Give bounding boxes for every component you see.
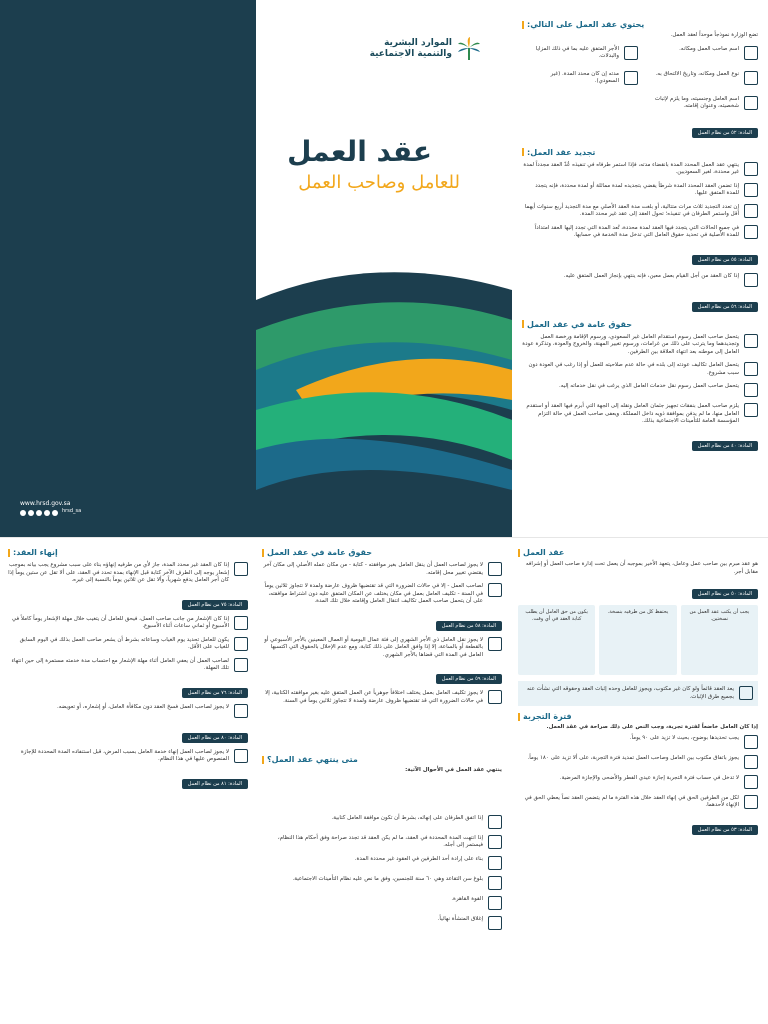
renew-item: في جميع الحالات التي يتجدد فيها العقد لمدة محددة، تُعد المدة التي تجدد إليها العقد امتداداً للمدة الأصلية في تحديد حقوق العامل التي تدخل مدة الخدمة في حسابها.: [534, 224, 739, 238]
contract-icon: [739, 686, 753, 700]
task-item: إذا كان العقد من أجل القيام بعمل معين، فإنه ينتهي بإنجاز العمل المتفق عليه.: [563, 272, 739, 279]
org-line-1: الموارد البشرية: [384, 38, 452, 48]
termination-item: لصاحب العمل أن يعفي العامل أثناء مهلة الإشعار مع احتساب مدة خدمته مستمرة إلى حين انتهاء تلك المهلة.: [11, 657, 229, 671]
article-tag: المادة: ٥٥ من نظام العمل: [692, 255, 758, 265]
definition-text: هو عقد مبرم بين صاحب عمل وعامل، يتعهد الأخير بموجبه أن يعمل تحت إدارة صاحب العمل أو إشرافه مقابل أجر.: [525, 561, 758, 575]
rights-item: يتحمل صاحب العمل رسوم نقل خدمات العامل الذي يرغب في نقل خدماته إليه.: [558, 383, 739, 389]
social-handle: hrsd_sa: [62, 508, 82, 514]
trial-item: يجوز باتفاق مكتوب بين العامل وصاحب العمل تمديد فترة التجربة، على ألا تزيد على ١٨٠ يوماً.: [527, 754, 739, 761]
cover-waves: [256, 260, 512, 537]
cover-subtitle: للعامل وصاحب العمل: [298, 172, 460, 193]
trial-item: لكل من الطرفين الحق في إنهاء العقد خلال هذه الفترة ما لم يتضمن العقد نصاً يعطي الحق في الإنهاء لأحدهما.: [524, 794, 739, 808]
plane-icon: [744, 362, 758, 376]
end-item: القوة القاهرة.: [451, 895, 483, 902]
document-icon: [744, 162, 758, 176]
mid-rights-item: لصاحب العمل - إلا في حالات الضرورة التي قد تقتضيها ظروف عارضة ولمدة لا تتجاوز ثلاثين يوماً في السنة - تكليف العامل بعمل في مكان يختلف عن المكان المتفق عليه دون اشتراط موافقته، على أن يتحمل صاحب العمل تكاليف انتقال العامل وإقامته خلال تلك المدة.: [264, 583, 483, 604]
worktype-icon: [744, 71, 758, 85]
trial-item: يجب تحديدها بوضوح، بحيث لا تزيد على ٩٠ يوماً.: [629, 734, 739, 741]
lock-icon: [488, 916, 502, 930]
termination-title: إنهاء العقد:: [8, 548, 248, 557]
article-tag: المادة: ٤٠ من نظام العمل: [692, 441, 758, 451]
agree-icon: [488, 815, 502, 829]
age-60-icon: [488, 876, 502, 890]
renew-item: ينتهي عقد العمل المحدد المدة بانقضاء مدته، فإذا استمر طرفاه في تنفيذه عُدّ العقد مجدداً لمدة غير محددة، لغير السعوديين.: [523, 161, 739, 175]
end-title: متى ينتهي عقد العمل؟: [262, 755, 502, 764]
calendar-30-icon: [488, 583, 502, 597]
article-tag: المادة: ٥٣ من نظام العمل: [692, 825, 758, 835]
termination-item: إذا كان الإشعار من جانب صاحب العمل، فيحق للعامل أن يتغيب خلال مهلة الإشعار يوماً كاملاً في الأسبوع أو ثماني ساعات أثناء الأسبوع.: [11, 615, 229, 629]
end-intro: ينتهي عقد العمل في الأحوال الآتية:: [405, 767, 502, 773]
termination-item: لا يجوز لصاحب العمل فسخ العقد دون مكافأة العامل، أو إشعاره، أو تعويضه.: [56, 703, 229, 710]
health-icon: [234, 749, 248, 763]
contains-title: يحتوي عقد العمل على التالي:: [522, 20, 758, 29]
contract-contents-panel: [512, 0, 768, 537]
employer-icon: [744, 46, 758, 60]
calendar-icon: [744, 735, 758, 749]
contains-item: نوع العمل ومكانه، وتاريخ الالتحاق به.: [655, 70, 739, 77]
renew-item: إن تعدد التجديد ثلاث مرات متتالية، أو بلغت مدة العقد الأصلي مع مدة التجديد أربع سنوات أيهما أقل واستمر الطرفان في تنفيذه؛ تحول العقد إلى عقد غير محدد المدة.: [524, 203, 739, 217]
contains-intro: تضع الوزارة نموذجاً موحداً لعقد العمل.: [670, 32, 758, 38]
article-tag: المادة: ٧٥ من نظام العمل: [182, 600, 248, 610]
rights-item: يتحمل العامل تكاليف عودته إلى بلده في حالة عدم صلاحيته للعمل أو إذا رغب في العودة دون سبب مشروع.: [528, 362, 739, 376]
relocate-icon: [488, 562, 502, 576]
end-item: بلوغ سن التقاعد وهي ٦٠ سنة للجنسين، وفق ما نص عليه نظام التأمينات الاجتماعية.: [292, 875, 483, 882]
back-cover-art: [0, 0, 256, 537]
youtube-icon[interactable]: [44, 510, 50, 516]
article-tag: المادة: ٥٦ من نظام العمل: [692, 302, 758, 312]
mosque-icon: [744, 403, 758, 417]
rights-item: يتحمل صاحب العمل رسوم استقدام العامل غير السعودي، ورسوم الإقامة ورخصة العمل وتجديدهما وما يترتب على ذلك من غرامات، ورسوم تغيير المهنة، والخروج والعودة، وتذكرة عودة العامل إلى موطنه بعد انتهاء العلاقة بين الطرفين.: [522, 333, 739, 355]
mid-rights-title: حقوق عامة في عقد العمل: [262, 548, 502, 557]
renew-item: إذا تضمن العقد المحدد المدة شرطاً يقضي بتجديده لمدة مماثلة أو لمدة محددة، فإنه يتجدد للمدة المتفق عليها.: [535, 182, 739, 196]
money-icon: [234, 704, 248, 718]
instagram-icon[interactable]: [36, 510, 42, 516]
contract-valid-text: يعد العقد قائماً ولو كان غير مكتوب، ويجوز للعامل وحده إثبات العقد وحقوقه التي نشأت عنه بجميع طرق الإثبات.: [526, 686, 734, 700]
desk-icon: [234, 658, 248, 672]
forbidden-icon: [488, 690, 502, 704]
org-line-2: والتنمية الاجتماعية: [369, 49, 452, 59]
twitter-icon[interactable]: [20, 510, 26, 516]
force-icon: [488, 896, 502, 910]
contract-icon: [744, 755, 758, 769]
trial-intro: إذا كان العامل خاضعاً لفترة تجربة، وجب النص على ذلك صراحة في عقد العمل.: [546, 724, 758, 730]
back-cover: [0, 0, 256, 537]
palm-logo-icon: [456, 36, 482, 62]
cover-title: عقد العمل: [287, 135, 432, 168]
mid-rights-item: لا يجوز نقل العامل ذي الأجر الشهري إلى فئة عمال اليومية أو العمال المعينين بالأجر الأسبوعي أو بالقطعة أو بالساعة، إلا إذا وافق العامل على ذلك كتابة، ومع عدم الإخلال بالحقوق التي اكتسبها العامل في المدة التي قضاها بالأجر الشهري.: [264, 636, 483, 658]
article-tag: المادة: ٨١ من نظام العمل: [182, 779, 248, 789]
article-tag: المادة: ٨٠ من نظام العمل: [182, 733, 248, 743]
expired-icon: [488, 835, 502, 849]
termination-item: يكون للعامل تحديد يوم الغياب وساعاته بشرط أن يشعر صاحب العمل بذلك في اليوم السابق للغياب على الأقل.: [19, 636, 229, 650]
task-icon: [744, 273, 758, 287]
contract-definition-column: [518, 548, 758, 835]
social-icons: [20, 510, 58, 516]
refresh-icon: [744, 204, 758, 218]
ministry-logo: [370, 36, 482, 62]
article-tag: المادة: ٥٢ من نظام العمل: [692, 128, 758, 138]
contains-item: اسم العامل وجنسيته، وما يلزم لإثبات شخصيته، وعنوان إقامته.: [654, 95, 739, 109]
definition-title: عقد العمل: [518, 548, 758, 557]
trial-title: فترة التجربة: [518, 712, 758, 721]
mid-rights-item: لا يجوز تكليف العامل بعمل يختلف اختلافاً جوهرياً عن العمل المتفق عليه بغير موافقته الكتابية، إلا في حالات الضرورة التي قد تقتضيها ظروف عارضة ولمدة لا تتجاوز ثلاثين يوماً في السنة.: [265, 690, 483, 704]
termination-column: [8, 548, 248, 795]
termination-item: لا يجوز لصاحب العمل إنهاء خدمة العامل بسبب المرض، قبل استنفاده المدة المحددة للإجازة المنصوص عليها في هذا النظام.: [20, 748, 229, 762]
trial-item: لا تدخل في حساب فترة التجربة إجازة عيدي الفطر والأضحى والإجازة المرضية.: [559, 774, 739, 781]
website-url[interactable]: www.hrsd.gov.sa: [20, 500, 71, 507]
end-item: إذا انتهت المدة المحددة في العقد، ما لم يكن العقد قد تجدد صراحة وفق أحكام هذا النظام، فيستمر إلى أجله.: [277, 834, 483, 848]
termination-item: إذا كان العقد غير محدد المدة، جاز لأي من طرفيه إنهاؤه بناء على سبب مشروع يجب بيانه بموجب إشعار يوجه إلى الطرف الآخر كتابة قبل الإنهاء بمدة تحدد في العقد، على ألا تقل عن ستين يوماً إذا كان أجر العامل يدفع شهرياً، وألا تقل عن ثلاثين يوماً بالنسبة إلى غيره.: [8, 562, 229, 583]
holiday-icon: [744, 775, 758, 789]
contract-copies-boxes: [518, 605, 758, 675]
article-tag: المادة: ٥٨ من نظام العمل: [436, 621, 502, 631]
rights-title: حقوق عامة في عقد العمل: [522, 320, 758, 329]
contract-icon: [744, 183, 758, 197]
contains-item: الأجر المتفق عليه بما في ذلك المزايا والبدلات.: [535, 45, 619, 59]
transfer-icon: [744, 383, 758, 397]
wage-type-icon: [488, 637, 502, 651]
will-icon: [488, 856, 502, 870]
article-tag: المادة: ٥٩ من نظام العمل: [436, 674, 502, 684]
duration-icon: [624, 71, 638, 85]
end-item: إذا اتفق الطرفان على إنهائه، بشرط أن تكون موافقة العامل كتابية.: [331, 814, 483, 821]
mid-rights-item: لا يجوز لصاحب العمل أن ينقل العامل بغير موافقته - كتابة - من مكان عمله الأصلي إلى مكان آخر يقتضي تغيير محل إقامته.: [263, 562, 483, 576]
rights-item: يلزم صاحب العمل بنفقات تجهيز جثمان العامل ونقله إلى الجهة التي أبرم فيها العقد أو استقدم العامل منها، ما لم يدفن بموافقة ذويه داخل المملكة. ويعفى صاحب العمل في حالة التزام المؤسسة العامة للتأمينات الاجتماعية بذلك.: [526, 403, 739, 424]
renew-title: تجديد عقد العمل:: [522, 148, 758, 157]
copies-box: يجب أن يكتب عقد العمل من نسختين.: [681, 605, 758, 675]
wage-icon: [624, 46, 638, 60]
linkedin-icon[interactable]: [52, 510, 58, 516]
contains-item: اسم صاحب العمل ومكانه.: [679, 45, 739, 52]
handshake-icon: [744, 795, 758, 809]
end-item: بناء على إرادة أحد الطرفين في العقود غير محددة المدة.: [354, 855, 483, 862]
hourglass-icon: [744, 225, 758, 239]
notice-icon: [234, 562, 248, 576]
calendar-icon: [234, 637, 248, 651]
facebook-icon[interactable]: [28, 510, 34, 516]
article-tag: المادة: ٧٦ من نظام العمل: [182, 688, 248, 698]
copies-box: يحتفظ كل من طرفيه بنسخة.: [599, 605, 676, 675]
worker-icon: [744, 96, 758, 110]
contains-item: مدته إن كان محدد المدة. (غير السعودي).: [550, 70, 619, 84]
rights-column: [262, 548, 502, 936]
money-icon: [744, 334, 758, 348]
clock-icon: [234, 616, 248, 630]
front-cover: [256, 0, 512, 537]
article-tag: المادة: ٥٠ من نظام العمل: [692, 589, 758, 599]
end-item: إغلاق المنشأة نهائياً.: [437, 915, 483, 922]
copies-box: يكون من حق العامل أن يطلب كتابة العقد في أي وقت.: [518, 605, 595, 675]
